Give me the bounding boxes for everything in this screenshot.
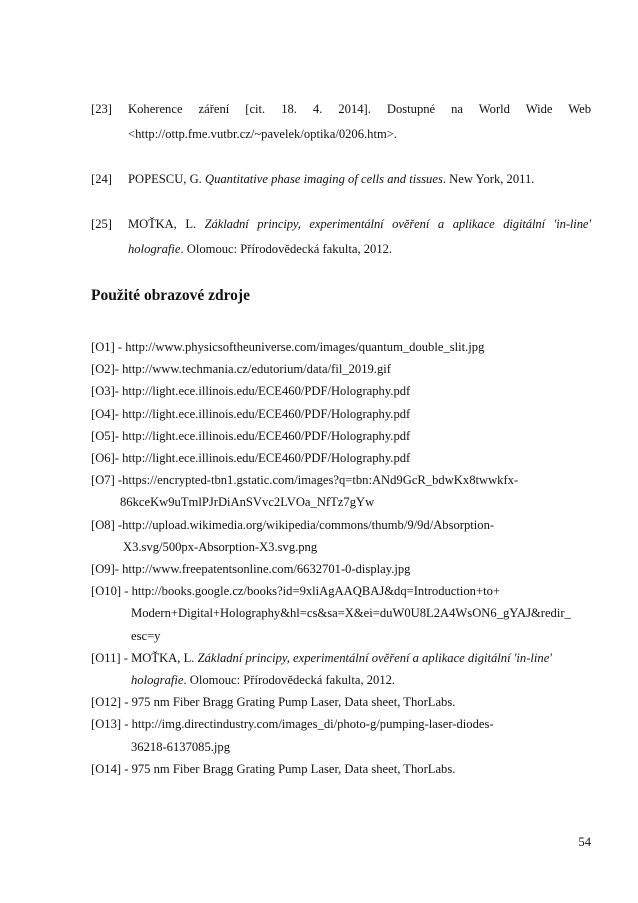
reference-list: [91, 97, 591, 282]
image-source-continuation: 36218-6137085.jpg: [131, 739, 230, 754]
image-source-item: [O14] - 975 nm Fiber Bragg Grating Pump Laser, Data sheet, ThorLabs.: [91, 761, 456, 776]
reference-item: [91, 167, 591, 192]
image-source-continuation: X3.svg/500px-Absorption-X3.svg.png: [123, 539, 318, 554]
reference-text-line: Koherence záření [cit. 18. 4. 2014]. Dostupné na World Wide Web: [128, 102, 591, 116]
image-source-continuation: 86kceKw9uTmlPJrDiAnSVvc2LVOa_NfTz7gYw: [120, 495, 375, 510]
image-source-item: [O9]- http://www.freepatentsonline.com/6632701-0-display.jpg: [91, 562, 411, 577]
page-number: 54: [578, 835, 591, 849]
image-source-title-continued: holografie: [131, 673, 184, 688]
image-source-item: [O13] - http://img.directindustry.com/images_di/photo-g/pumping-laser-diodes-: [91, 717, 494, 732]
reference-item: [91, 212, 591, 262]
reference-number: [23]: [91, 102, 112, 116]
reference-publication: . New York, 2011.: [442, 172, 535, 186]
reference-url: <http://ottp.fme.vutbr.cz/~pavelek/optika/0206.htm>.: [128, 127, 398, 141]
reference-title: Quantitative phase imaging of cells and tissues: [204, 172, 443, 186]
reference-author: MOŤKA, L.: [128, 217, 205, 231]
image-source-continuation: Modern+Digital+Holography&hl=cs&sa=X&ei=duW0U8L2A4WsON6_gYAJ&redir_: [131, 606, 571, 621]
reference-text-line: [128, 167, 591, 192]
reference-publication: . Olomouc: Přírodovědecká fakulta, 2012.: [180, 242, 393, 256]
reference-number: [24]: [91, 172, 112, 186]
image-source-continuation: [91, 669, 601, 691]
image-source-item: [O10] - http://books.google.cz/books?id=9xliAgAAQBAJ&dq=Introduction+to+: [91, 584, 500, 599]
reference-item: [91, 97, 591, 147]
section-heading: Použité obrazové zdroje: [91, 287, 250, 304]
image-source-item: [O12] - 975 nm Fiber Bragg Grating Pump Laser, Data sheet, ThorLabs.: [91, 695, 456, 710]
image-source-item: [O7] -https://encrypted-tbn1.gstatic.com/images?q=tbn:ANd9GcR_bdwKx8twwkfx-: [91, 473, 519, 488]
image-source-item: [O5]- http://light.ece.illinois.edu/ECE460/PDF/Holography.pdf: [91, 428, 411, 443]
image-source-item: [O3]- http://light.ece.illinois.edu/ECE460/PDF/Holography.pdf: [91, 384, 411, 399]
image-source-title: Základní principy, experimentální ověření a aplikace digitální 'in-line': [197, 650, 553, 665]
reference-title: Základní principy, experimentální ověření a aplikace digitální 'in-line': [204, 217, 591, 231]
image-source-publication: . Olomouc: Přírodovědecká fakulta, 2012.: [183, 673, 396, 688]
image-source-item: [O1] - http://www.physicsoftheuniverse.com/images/quantum_double_slit.jpg: [91, 340, 485, 354]
image-source-continuation: esc=y: [131, 628, 161, 643]
reference-text-line: [128, 212, 591, 237]
image-source-item: [91, 647, 601, 669]
image-source-item: [O8] -http://upload.wikimedia.org/wikipedia/commons/thumb/9/9d/Absorption-: [91, 517, 495, 532]
reference-title-continued: holografie: [128, 242, 181, 256]
image-source-item: [O4]- http://light.ece.illinois.edu/ECE460/PDF/Holography.pdf: [91, 406, 411, 421]
reference-text-line: [128, 237, 591, 262]
image-source-item: [O6]- http://light.ece.illinois.edu/ECE460/PDF/Holography.pdf: [91, 451, 411, 466]
image-source-list: [91, 336, 601, 780]
image-source-item: [O2]- http://www.techmania.cz/edutorium/data/fil_2019.gif: [91, 362, 391, 377]
reference-number: [25]: [91, 217, 112, 231]
image-source-author: [O11] - MOŤKA, L.: [91, 650, 198, 665]
reference-author: POPESCU, G.: [128, 172, 205, 186]
